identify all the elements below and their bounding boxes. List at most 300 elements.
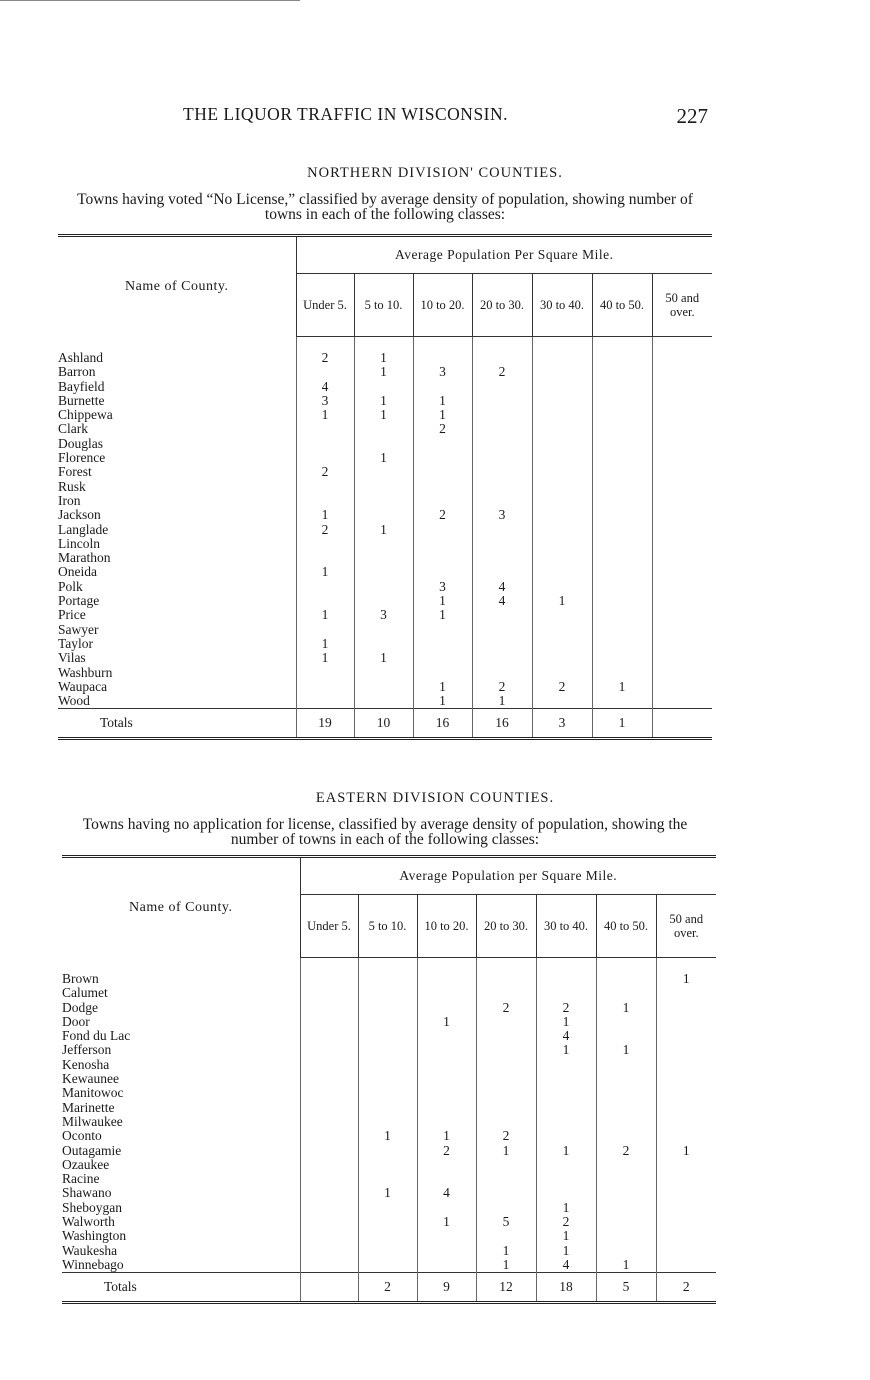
count-cell [472,465,532,479]
county-name: Chippewa [58,408,113,423]
count-cell [358,1101,417,1115]
spacer-cell [296,337,354,352]
table-row [58,351,712,365]
col-header: 5 to 10. [358,895,417,958]
count-cell [300,1244,358,1258]
table-row [58,666,712,680]
count-cell: 3 [472,508,532,522]
count-cell [354,580,413,594]
count-cell [413,351,472,365]
county-name: Florence [58,451,106,466]
county-name: Brown [62,972,99,986]
count-cell [354,565,413,579]
count-cell [296,422,354,436]
count-cell [656,1101,716,1115]
count-cell: 1 [413,408,472,422]
spacer-cell [592,337,652,352]
table-row [62,1158,716,1172]
count-cell [300,1058,358,1072]
count-cell [300,1129,358,1143]
count-cell: 1 [417,1129,476,1143]
count-cell: 2 [472,365,532,379]
count-cell [472,565,532,579]
count-cell [656,1015,716,1029]
count-cell [596,1058,656,1072]
county-name: Taylor [58,636,94,651]
count-cell [656,1001,716,1015]
page-top-rule [0,0,300,1]
count-cell [532,651,592,665]
col-header: Under 5. [296,274,354,337]
county-name: Racine [62,1172,100,1187]
count-cell [417,1244,476,1258]
table-row [58,537,712,551]
count-cell [358,1258,417,1273]
county-name: Milwaukee [62,1114,123,1129]
county-name: Portage [58,594,100,609]
count-cell [536,1158,596,1172]
count-cell [592,508,652,522]
count-cell: 1 [536,1043,596,1057]
county-name: Washburn [58,665,113,680]
count-cell [592,465,652,479]
count-cell [354,666,413,680]
count-cell [472,637,532,651]
count-cell [417,986,476,1000]
northern-description: Towns having voted “No License,” classified by average density of population, showing number of towns in each of the following classes: [77,191,693,223]
count-cell [296,580,354,594]
count-cell [358,1072,417,1086]
count-cell [300,1258,358,1273]
county-name: Langlade [58,522,109,537]
count-cell [532,694,592,709]
count-cell [656,1215,716,1229]
county-name: Iron [58,493,81,508]
count-cell [300,1186,358,1200]
count-cell [300,1158,358,1172]
count-cell [596,1101,656,1115]
spacer-cell [656,958,716,973]
county-name: Oneida [58,565,97,580]
count-cell: 1 [417,1215,476,1229]
count-cell [413,537,472,551]
count-cell [300,1086,358,1100]
count-cell [536,972,596,986]
count-cell [296,537,354,551]
count-cell [592,437,652,451]
count-cell [592,422,652,436]
table-row [62,1129,716,1143]
count-cell: 1 [596,1043,656,1057]
spacer-cell [300,958,358,973]
county-name: Shawano [62,1186,112,1201]
total-cell: 18 [536,1273,596,1302]
count-cell [354,637,413,651]
count-cell [592,394,652,408]
count-cell [417,1158,476,1172]
count-cell [532,551,592,565]
count-cell [596,1015,656,1029]
count-cell [532,451,592,465]
eastern-description: Towns having no application for license, classified by average density of population, showing the number of towns in each of the following classes: [82,816,688,848]
count-cell [656,1072,716,1086]
table-row [62,1072,716,1086]
county-name: Outagamie [62,1143,122,1158]
count-cell [358,1158,417,1172]
count-cell [656,1115,716,1129]
count-cell [596,1201,656,1215]
county-name: Sawyer [58,622,99,637]
count-cell: 1 [354,408,413,422]
count-cell [652,551,712,565]
total-cell: 2 [358,1273,417,1302]
table-row [58,380,712,394]
table-row [62,1015,716,1029]
count-cell [472,408,532,422]
count-cell [296,494,354,508]
count-cell [413,637,472,651]
county-name: Jefferson [62,1043,112,1058]
count-cell [296,666,354,680]
count-cell [532,494,592,508]
table-row [62,1001,716,1015]
count-cell: 2 [296,351,354,365]
count-cell: 1 [354,351,413,365]
count-cell [656,1043,716,1057]
count-cell [536,1186,596,1200]
col-header: 10 to 20. [417,895,476,958]
count-cell: 2 [476,1001,536,1015]
table-row [62,1144,716,1158]
table-row [62,1086,716,1100]
count-cell [472,608,532,622]
count-cell [592,365,652,379]
count-cell [592,651,652,665]
county-name: Walworth [62,1215,115,1230]
count-cell [417,1229,476,1243]
count-cell [656,1129,716,1143]
county-name: Calumet [62,986,108,1001]
count-cell [476,972,536,986]
spacer-cell [652,337,712,352]
count-cell [592,666,652,680]
count-cell: 2 [413,422,472,436]
table-row [58,565,712,579]
count-cell [532,422,592,436]
count-cell: 1 [536,1229,596,1243]
count-cell [354,465,413,479]
count-cell [652,580,712,594]
count-cell [300,1043,358,1057]
count-cell [656,1158,716,1172]
count-cell [656,1201,716,1215]
count-cell [652,437,712,451]
count-cell [472,494,532,508]
table-row [62,1029,716,1043]
table-row [62,1101,716,1115]
spacer-cell [472,337,532,352]
count-cell [354,437,413,451]
count-cell [300,1072,358,1086]
count-cell [592,351,652,365]
count-cell: 1 [536,1244,596,1258]
count-cell [354,623,413,637]
northern-table [58,234,712,740]
group-header: Average Population Per Square Mile. [296,237,712,274]
count-cell [413,666,472,680]
total-cell: 3 [532,709,592,738]
count-cell [656,1058,716,1072]
count-cell [476,1115,536,1129]
spacer-cell [358,958,417,973]
count-cell [354,594,413,608]
count-cell [596,1215,656,1229]
count-cell: 1 [536,1144,596,1158]
count-cell [354,480,413,494]
count-cell [656,986,716,1000]
count-cell [354,680,413,694]
count-cell [300,1015,358,1029]
count-cell [476,1186,536,1200]
count-cell: 1 [417,1015,476,1029]
count-cell [536,1115,596,1129]
county-name: Barron [58,365,96,380]
count-cell: 2 [413,508,472,522]
count-cell [413,437,472,451]
count-cell [532,437,592,451]
col-name-header: Name of County. [125,278,229,294]
count-cell [300,1144,358,1158]
count-cell [652,666,712,680]
count-cell [300,1029,358,1043]
table-row [58,551,712,565]
count-cell: 1 [596,1001,656,1015]
county-name: Fond du Lac [62,1029,131,1044]
count-cell [652,480,712,494]
count-cell [296,365,354,379]
count-cell: 5 [476,1215,536,1229]
count-cell [592,694,652,709]
count-cell [358,1015,417,1029]
count-cell [354,422,413,436]
county-name: Bayfield [58,379,105,394]
count-cell [652,380,712,394]
count-cell [536,1129,596,1143]
count-cell [417,1043,476,1057]
col-header: 5 to 10. [354,274,413,337]
count-cell [358,1229,417,1243]
count-cell: 1 [354,365,413,379]
count-cell [532,365,592,379]
count-cell: 2 [417,1144,476,1158]
county-name: Forest [58,465,92,480]
count-cell [296,694,354,709]
col-header: 20 to 30. [472,274,532,337]
county-name: Polk [58,579,83,594]
count-cell [596,1072,656,1086]
count-cell [476,1158,536,1172]
count-cell [536,1086,596,1100]
count-cell [358,1058,417,1072]
county-name: Clark [58,422,88,437]
count-cell: 4 [536,1029,596,1043]
count-cell [596,986,656,1000]
count-cell [354,694,413,709]
eastern-title: EASTERN DIVISION COUNTIES. [315,790,555,806]
count-cell [652,523,712,537]
table-row [58,465,712,479]
col-header: 20 to 30. [476,895,536,958]
count-cell [472,666,532,680]
county-name: Kewaunee [62,1072,119,1087]
count-cell: 4 [472,594,532,608]
count-cell [476,1043,536,1057]
count-cell [472,480,532,494]
count-cell [296,594,354,608]
count-cell [532,508,592,522]
total-cell: 16 [413,709,472,738]
page-number: 227 [676,104,708,128]
totals-label: Totals [58,709,296,738]
count-cell [296,437,354,451]
count-cell [354,494,413,508]
count-cell [536,1072,596,1086]
table-row [58,394,712,408]
count-cell [472,651,532,665]
spacer-cell [413,337,472,352]
count-cell: 1 [592,680,652,694]
count-cell [358,1086,417,1100]
count-cell: 1 [476,1144,536,1158]
count-cell: 1 [354,394,413,408]
county-name: Sheboygan [62,1200,122,1215]
county-name: Waupaca [58,679,108,694]
count-cell [300,972,358,986]
count-cell [417,1101,476,1115]
count-cell: 1 [296,651,354,665]
count-cell [596,1186,656,1200]
count-cell [300,1229,358,1243]
count-cell [413,480,472,494]
table-row [62,1186,716,1200]
eastern-table [62,855,716,1304]
total-cell: 10 [354,709,413,738]
count-cell [417,1072,476,1086]
count-cell [417,1058,476,1072]
total-cell: 2 [656,1273,716,1302]
count-cell [652,408,712,422]
total-cell: 9 [417,1273,476,1302]
count-cell [300,1215,358,1229]
total-cell: 16 [472,709,532,738]
count-cell: 1 [354,451,413,465]
col-header: Under 5. [300,895,358,958]
table-row [62,1201,716,1215]
count-cell: 1 [296,508,354,522]
count-cell [532,565,592,579]
count-cell [476,1015,536,1029]
count-cell [296,480,354,494]
count-cell [358,1043,417,1057]
count-cell [413,551,472,565]
table-row [62,1215,716,1229]
table-row [58,437,712,451]
total-cell [652,709,712,738]
count-cell [300,1172,358,1186]
count-cell [592,551,652,565]
count-cell: 1 [413,680,472,694]
count-cell: 1 [596,1258,656,1273]
count-cell [532,608,592,622]
count-cell [532,537,592,551]
table-row [58,508,712,522]
count-cell [472,422,532,436]
count-cell [592,637,652,651]
count-cell [596,1172,656,1186]
count-cell: 1 [354,523,413,537]
count-cell: 2 [532,680,592,694]
count-cell [592,623,652,637]
count-cell [358,1201,417,1215]
total-cell: 5 [596,1273,656,1302]
count-cell: 1 [656,972,716,986]
count-cell [358,1115,417,1129]
table-bottom-rule [58,737,712,740]
count-cell [652,680,712,694]
total-cell: 12 [476,1273,536,1302]
count-cell [300,1201,358,1215]
count-cell [592,408,652,422]
count-cell [592,451,652,465]
col-header: 10 to 20. [413,274,472,337]
count-cell [592,580,652,594]
county-name: Manitowoc [62,1086,124,1101]
count-cell [596,1029,656,1043]
count-cell [652,623,712,637]
count-cell: 2 [296,523,354,537]
count-cell [652,351,712,365]
spacer-cell [536,958,596,973]
count-cell [476,1229,536,1243]
total-cell: 1 [592,709,652,738]
table-row [58,580,712,594]
count-cell: 2 [476,1129,536,1143]
count-cell [413,623,472,637]
count-cell [652,365,712,379]
count-cell [652,565,712,579]
count-cell [532,380,592,394]
count-cell [472,437,532,451]
count-cell [354,537,413,551]
count-cell: 1 [296,608,354,622]
count-cell [476,1029,536,1043]
count-cell: 2 [472,680,532,694]
count-cell [300,1115,358,1129]
count-cell [413,380,472,394]
count-cell [296,623,354,637]
count-cell: 1 [413,608,472,622]
spacer-cell [354,337,413,352]
count-cell [652,494,712,508]
col-header: 50 and over. [652,274,712,337]
county-name: Marathon [58,551,111,566]
col-header: 30 to 40. [536,895,596,958]
col-name-header: Name of County. [129,899,233,915]
county-name: Lincoln [58,536,100,551]
county-name: Dodge [62,1000,98,1015]
count-cell [417,1115,476,1129]
count-cell [532,637,592,651]
